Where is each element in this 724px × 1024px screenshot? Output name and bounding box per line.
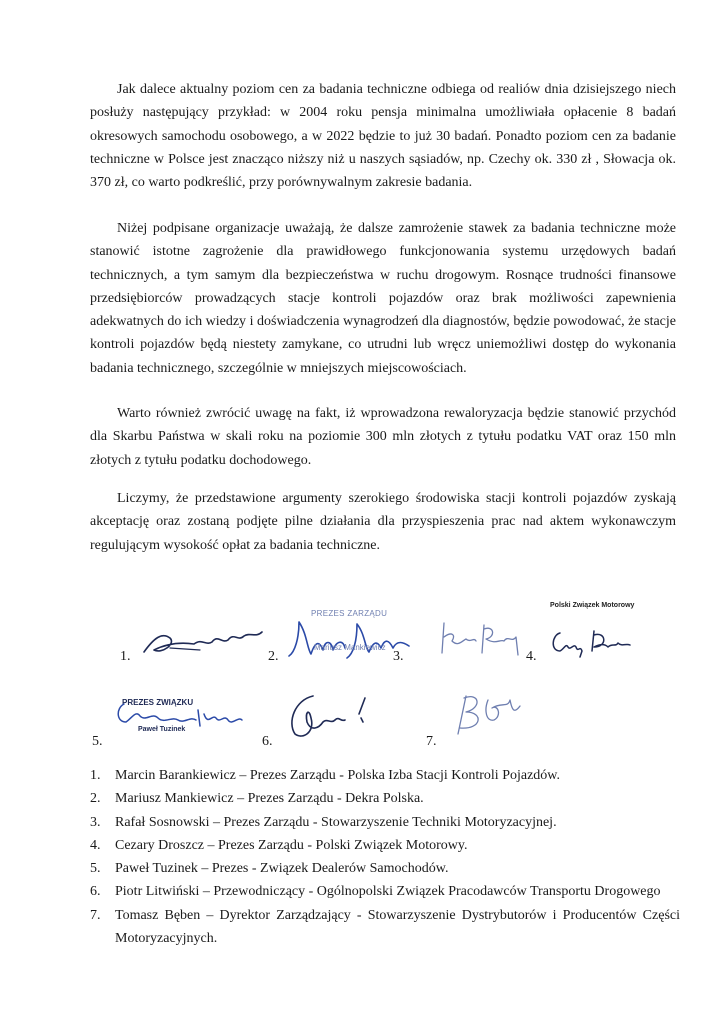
list-item (90, 904, 680, 951)
list-item-text: Marcin Barankiewicz – Prezes Zarządu - Polska Izba Stacji Kontroli Pojazdów. (115, 768, 560, 783)
list-item (90, 880, 680, 903)
stamp-2-name: Mariusz Mankiewicz (314, 643, 386, 652)
signature-4-handwritten (548, 625, 633, 660)
list-item-number: 2. (90, 791, 101, 807)
list-item-number: 4. (90, 837, 101, 853)
stamp-5-name: Paweł Tuzinek (138, 726, 186, 733)
signature-1-handwritten (140, 618, 265, 663)
signature-number-1: 1. (120, 649, 131, 664)
signature-number-2: 2. (268, 649, 279, 664)
list-item-number: 5. (90, 861, 101, 877)
stamp-2-title: PREZES ZARZĄDU (311, 609, 388, 618)
stamp-4-organization: Polski Związek Motorowy (550, 602, 635, 609)
signature-number-6: 6. (262, 734, 273, 749)
signature-number-5: 5. (92, 734, 103, 749)
list-item (90, 787, 680, 810)
signers-list (90, 764, 680, 950)
signature-3-handwritten (438, 615, 523, 660)
list-item-number: 7. (90, 907, 101, 923)
signature-number-3: 3. (393, 649, 404, 664)
paragraph-state-revenue: Warto również zwrócić uwagę na fakt, iż wprowadzona rewaloryzacja będzie stanowić przychód dla Skarbu Państwa w skali roku na poziomie 300 mln złotych z tytułu podatku VAT oraz 150 mln złotych z tytułu podatku dochodowego. (90, 406, 676, 468)
list-item (90, 857, 680, 880)
signature-6-handwritten (285, 692, 380, 742)
signature-number-4: 4. (526, 649, 537, 664)
paragraph-price-comparison: Jak dalece aktualny poziom cen za badania techniczne odbiega od realiów dnia dzisiejszego niech posłuży następujący przykład: w 2004 roku pensja minimalna umożliwiała opłacenie 8 badań okresowych samochodu osobowego, a w 2022 będzie to już 30 badań. Ponadto poziom cen za badanie techniczne w Polsce jest znacząco niższy niż u naszych sąsiadów, np. Czechy ok. 330 zł , Słowacja ok. 370 zł, co warto podkreślić, przy porównywalnym zakresie badania. (90, 82, 676, 191)
signature-number-7: 7. (426, 734, 437, 749)
list-item-text: Tomasz Bęben – Dyrektor Zarządzający - Stowarzyszenie Dystrybutorów i Producentów Części Motoryzacyjnych. (115, 907, 680, 947)
stamp-5-title: PREZES ZWIĄZKU (122, 698, 194, 707)
signature-7-handwritten (450, 690, 525, 740)
paragraph-threat: Niżej podpisane organizacje uważają, że dalsze zamrożenie stawek za badania techniczne może stanowić istotne zagrożenie dla prawidłowego funkcjonowania systemu urzędowych badań technicznych, a tym samym dla bezpieczeństwa w ruchu drogowym. Rosnące trudności finansowe przedsiębiorców prowadzących stacje kontroli pojazdów oraz brak możliwości zapewnienia adekwatnych do ich wiedzy i doświadczenia wynagrodzeń dla diagnostów, będzie powodować, że stacje kontroli pojazdów będą niestety zamykane, co utrudni lub wręcz uniemożliwi dostęp do wykonania badania technicznego, szczególnie w mniejszych miejscowościach. (90, 221, 676, 376)
list-item-number: 3. (90, 814, 101, 830)
list-item-text: Rafał Sosnowski – Prezes Zarządu - Stowarzyszenie Techniki Motoryzacyjnej. (115, 814, 557, 830)
list-item (90, 834, 680, 857)
list-item (90, 811, 680, 834)
list-item-text: Paweł Tuzinek – Prezes - Związek Dealerów Samochodów. (115, 861, 449, 877)
list-item-number: 6. (90, 884, 101, 900)
list-item (90, 764, 680, 787)
list-item-text: Mariusz Mankiewicz – Prezes Zarządu - Dekra Polska. (115, 791, 424, 807)
list-item-text: Piotr Litwiński – Przewodniczący - Ogólnopolski Związek Pracodawców Transportu Drogowego (115, 884, 661, 900)
list-item-number: 1. (90, 768, 101, 783)
paragraph-closing-request: Liczymy, że przedstawione argumenty szerokiego środowiska stacji kontroli pojazdów zyskają akceptację oraz zostaną podjęte pilne działania dla przyspieszenia prac nad aktem wykonawczym regulującym wysokość opłat za badania techniczne. (90, 491, 676, 553)
list-item-text: Cezary Droszcz – Prezes Zarządu - Polski Związek Motorowy. (115, 837, 468, 853)
